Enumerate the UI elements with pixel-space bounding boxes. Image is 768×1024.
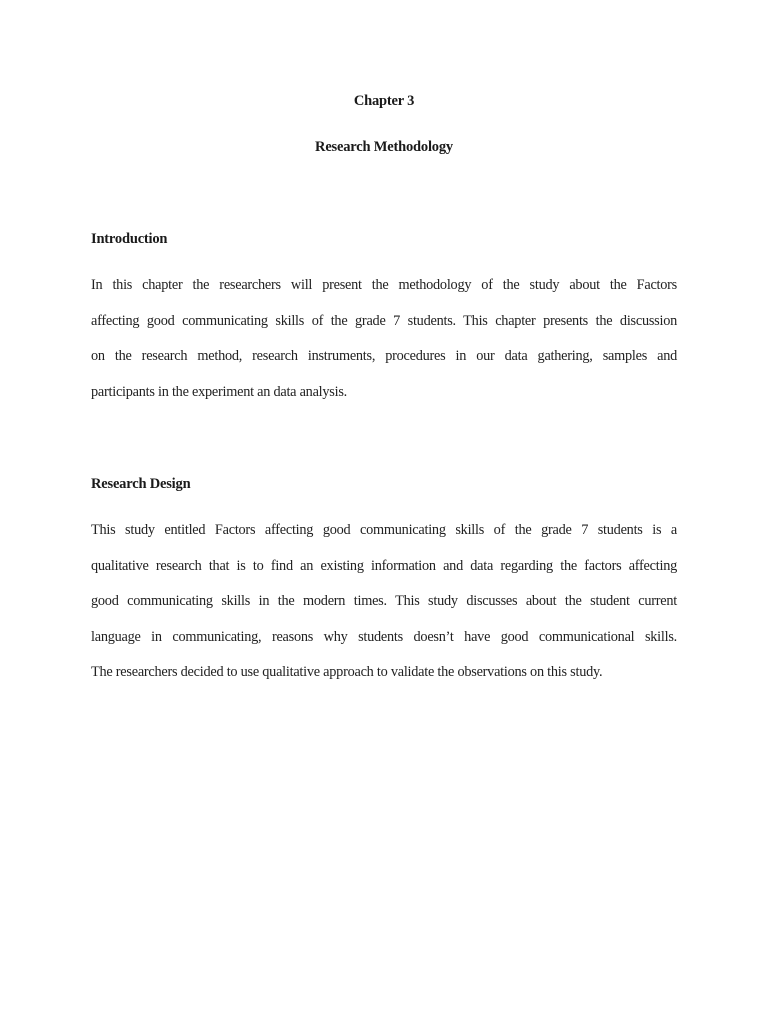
section-paragraph-introduction (91, 268, 677, 410)
paragraph-line: language in communicating, reasons why students doesn’t have good communicational skills. (91, 628, 677, 645)
paragraph-line: participants in the experiment an data analysis. (91, 383, 347, 400)
paragraph-line: qualitative research that is to find an existing information and data regarding the factors affecting (91, 557, 677, 574)
paragraph-line: good communicating skills in the modern times. This study discusses about the student current (91, 593, 677, 609)
paragraph-line: The researchers decided to use qualitative approach to validate the observations on this study. (91, 664, 603, 680)
paragraph-line: In this chapter the researchers will present the methodology of the study about the Factors (91, 277, 677, 293)
chapter-title: Research Methodology (315, 139, 453, 155)
section-heading-introduction: Introduction (91, 231, 168, 247)
paragraph-line: on the research method, research instruments, procedures in our data gathering, samples and (91, 348, 677, 364)
section-heading-research-design: Research Design (91, 476, 191, 492)
section-paragraph-research-design (91, 513, 677, 691)
chapter-label: Chapter 3 (353, 93, 415, 109)
paragraph-line: This study entitled Factors affecting good communicating skills of the grade 7 students is a (91, 522, 677, 538)
paragraph-line: affecting good communicating skills of the grade 7 students. This chapter presents the discussion (91, 312, 677, 329)
